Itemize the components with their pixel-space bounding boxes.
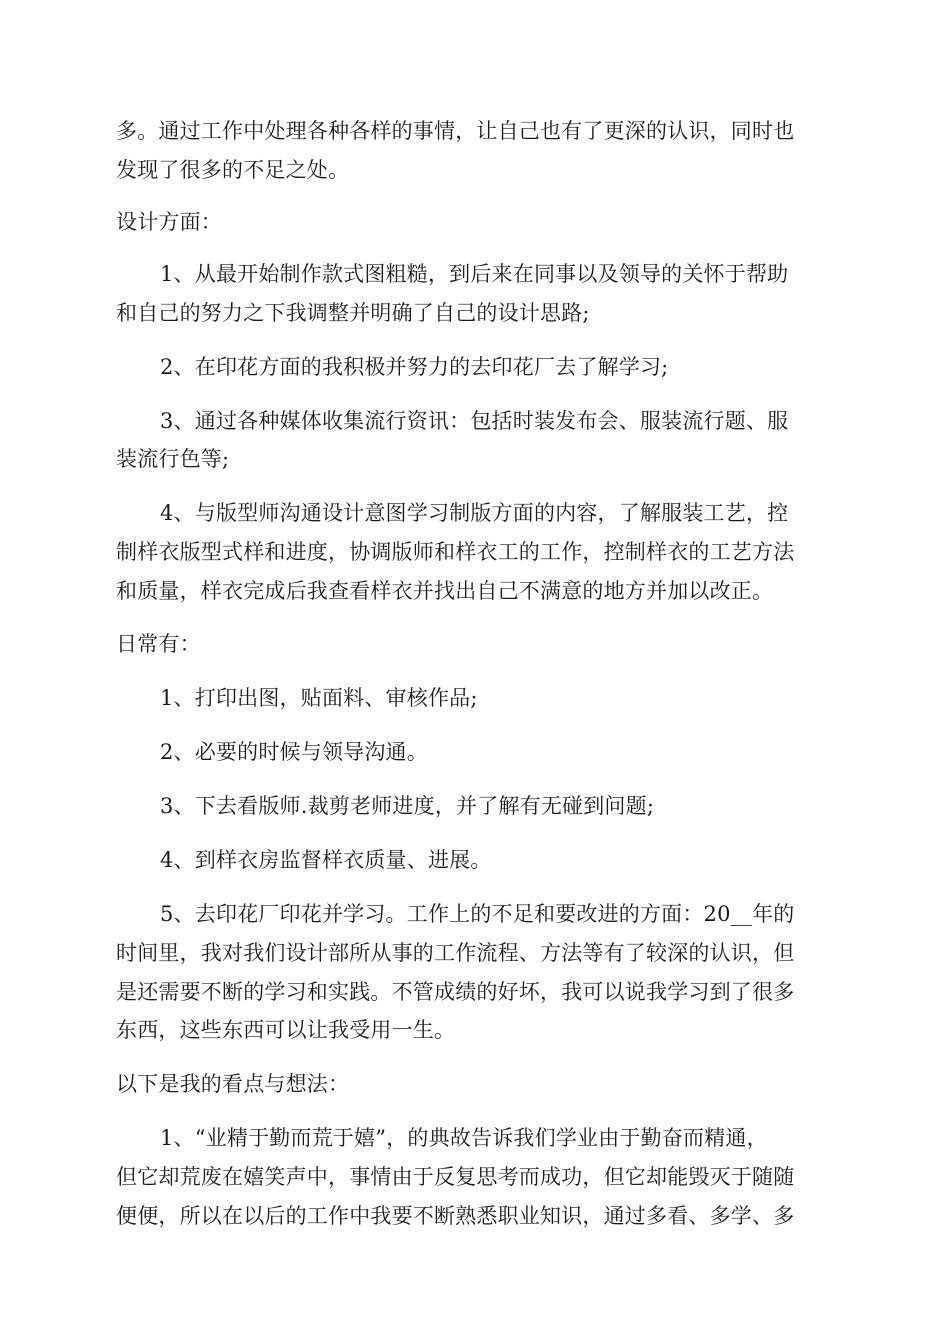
text-line: 和自己的努力之下我调整并明确了自己的设计思路;: [116, 301, 590, 325]
text-line: 2、在印花方面的我积极并努力的去印花厂去了解学习;: [160, 355, 669, 379]
text-line: 3、下去看版师.裁剪老师进度，并了解有无碰到问题;: [160, 794, 655, 818]
text-line: 制样衣版型式样和进度，协调版师和样衣工的工作，控制样衣的工艺方法: [116, 540, 795, 564]
text-line: 便便，所以在以后的工作中我要不断熟悉职业知识，通过多看、多学、多: [116, 1204, 795, 1228]
text-line: 东西，这些东西可以让我受用一生。: [116, 1018, 456, 1042]
text-line: 是还需要不断的学习和实践。不管成绩的好坏，我可以说我学习到了很多: [116, 980, 795, 1004]
text-line: 和质量，样衣完成后我查看样衣并找出自己不满意的地方并加以改正。: [116, 579, 774, 603]
text-line: 2、必要的时候与领导沟通。: [160, 740, 428, 764]
section-heading: 日常有：: [116, 632, 201, 656]
text-line: 1、“业精于勤而荒于嬉”，的典故告诉我们学业由于勤奋而精通，: [160, 1126, 768, 1150]
section-heading: 设计方面：: [116, 210, 222, 234]
text-line: 1、打印出图，贴面料、审核作品;: [160, 686, 478, 710]
text-line: 发现了很多的不足之处。: [116, 158, 350, 182]
text-line: 装流行色等;: [116, 447, 230, 471]
text-line: 5、去印花厂印花并学习。工作上的不足和要改进的方面：20__年的: [160, 902, 795, 926]
text-line: 多。通过工作中处理各种各样的事情，让自己也有了更深的认识，同时也: [116, 119, 795, 143]
text-line: 4、到样衣房监督样衣质量、进展。: [160, 848, 492, 872]
section-heading: 以下是我的看点与想法：: [116, 1072, 350, 1096]
text-line: 但它却荒废在嬉笑声中，事情由于反复思考而成功，但它却能毁灭于随随: [116, 1165, 795, 1189]
text-line: 4、与版型师沟通设计意图学习制版方面的内容，了解服装工艺，控: [160, 501, 789, 525]
text-line: 1、从最开始制作款式图粗糙，到后来在同事以及领导的关怀于帮助: [160, 262, 789, 286]
text-line: 3、通过各种媒体收集流行资讯：包括时装发布会、服装流行题、服: [160, 409, 789, 433]
text-line: 时间里，我对我们设计部所从事的工作流程、方法等有了较深的认识，但: [116, 941, 795, 965]
